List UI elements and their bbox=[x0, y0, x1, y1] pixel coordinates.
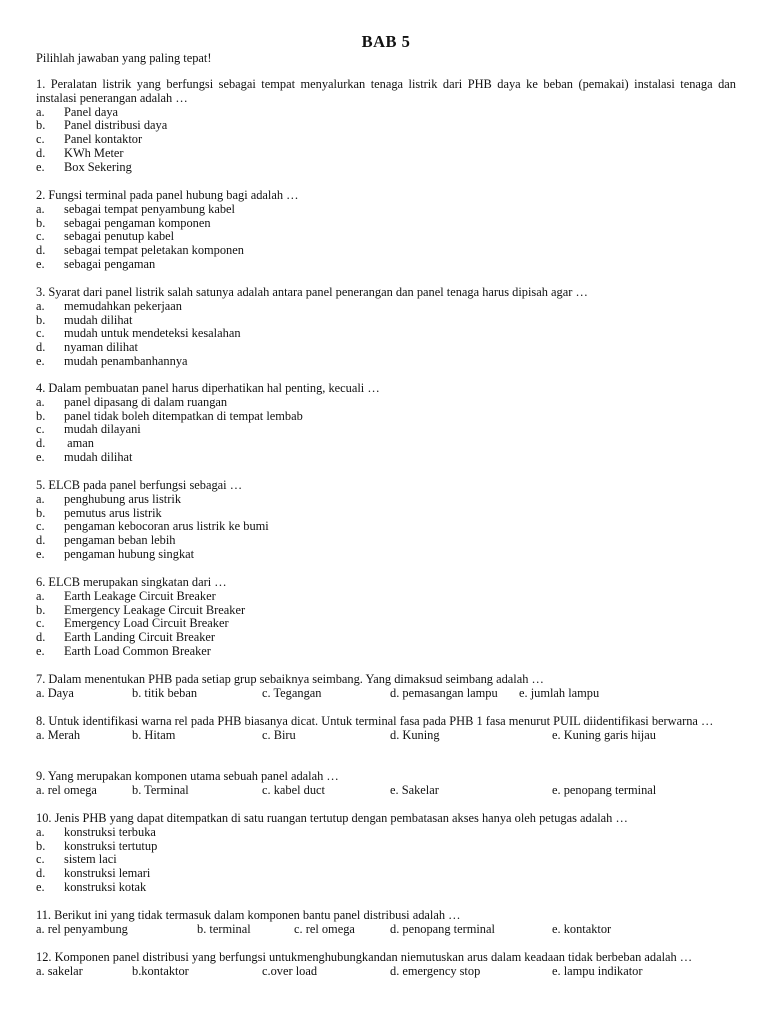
option-text: Box Sekering bbox=[64, 159, 132, 174]
option-letter: e. bbox=[36, 256, 45, 271]
question-stem: 12. Komponen panel distribusi yang berfungsi untukmenghubungkandan niemutuskan arus dalam keadaan tidak berbeban adalah … bbox=[36, 950, 693, 964]
answer-option bbox=[36, 341, 736, 355]
option-text: mudah dilayani bbox=[64, 422, 141, 437]
answer-option bbox=[36, 244, 736, 258]
answer-option bbox=[36, 203, 736, 217]
option-letter: a. bbox=[36, 491, 45, 506]
answer-option: d. emergency stop bbox=[390, 963, 481, 978]
option-letter: a. bbox=[36, 394, 45, 409]
option-text: panel tidak boleh ditempatkan di tempat lembab bbox=[64, 408, 303, 423]
answer-option bbox=[36, 147, 736, 161]
answer-options-row bbox=[36, 687, 736, 701]
answer-option bbox=[36, 590, 736, 604]
question-10 bbox=[36, 812, 736, 895]
option-letter: b. bbox=[36, 312, 46, 327]
question-2 bbox=[36, 189, 736, 272]
option-letter: e. bbox=[36, 546, 45, 561]
option-letter: b. bbox=[36, 215, 46, 230]
answer-option: e. Sakelar bbox=[390, 782, 439, 797]
question-stem: 3. Syarat dari panel listrik salah satunya adalah antara panel penerangan dan panel tenaga harus dipisah agar … bbox=[36, 285, 588, 299]
option-text: Panel kontaktor bbox=[64, 132, 143, 147]
option-text: Earth Leakage Circuit Breaker bbox=[64, 588, 216, 603]
answer-option bbox=[36, 853, 736, 867]
option-text: sebagai pengaman bbox=[64, 256, 156, 271]
question-4 bbox=[36, 382, 736, 465]
option-letter: d. bbox=[36, 533, 46, 548]
answer-option bbox=[36, 451, 736, 465]
answer-option bbox=[36, 631, 736, 645]
answer-option: c. Tegangan bbox=[262, 685, 322, 700]
option-text: nyaman dilihat bbox=[64, 340, 138, 355]
option-letter: e. bbox=[36, 353, 45, 368]
answer-option bbox=[36, 258, 736, 272]
option-letter: c. bbox=[36, 852, 45, 867]
answer-option: e. jumlah lampu bbox=[519, 685, 600, 700]
option-letter: b. bbox=[36, 118, 46, 133]
question-8 bbox=[36, 715, 736, 743]
answer-option bbox=[36, 423, 736, 437]
answer-option bbox=[36, 437, 736, 451]
option-letter: b. bbox=[36, 602, 46, 617]
option-text: Panel distribusi daya bbox=[64, 118, 168, 133]
answer-option bbox=[36, 327, 736, 341]
option-text: aman bbox=[64, 436, 94, 451]
option-text: Earth Landing Circuit Breaker bbox=[64, 630, 216, 645]
answer-option: a. Merah bbox=[36, 727, 81, 742]
option-letter: d. bbox=[36, 243, 46, 258]
answer-option bbox=[36, 507, 736, 521]
option-letter: a. bbox=[36, 298, 45, 313]
option-letter: c. bbox=[36, 616, 45, 631]
question-stem: 11. Berikut ini yang tidak termasuk dalam komponen bantu panel distribusi adalah … bbox=[36, 908, 461, 922]
question-stem: 8. Untuk identifikasi warna rel pada PHB biasanya dicat. Untuk terminal fasa pada PHB 1 fasa menurut PUIL diidentifikasi berwarna … bbox=[36, 714, 714, 728]
answer-option bbox=[36, 645, 736, 659]
answer-options-row bbox=[36, 923, 736, 937]
answer-option: d. penopang terminal bbox=[390, 921, 495, 936]
option-text: pengaman beban lebih bbox=[64, 533, 176, 548]
option-letter: c. bbox=[36, 132, 45, 147]
answer-option bbox=[36, 161, 736, 175]
option-text: sebagai penutup kabel bbox=[64, 229, 175, 244]
answer-option: a. Daya bbox=[36, 685, 74, 700]
option-letter: a. bbox=[36, 588, 45, 603]
answer-option bbox=[36, 230, 736, 244]
answer-option bbox=[36, 826, 736, 840]
answer-option bbox=[36, 493, 736, 507]
option-text: mudah penambanhannya bbox=[64, 353, 188, 368]
answer-option bbox=[36, 604, 736, 618]
answer-option bbox=[36, 355, 736, 369]
answer-option: d. Kuning bbox=[390, 727, 440, 742]
answer-option: c. rel omega bbox=[294, 921, 355, 936]
question-stem: 7. Dalam menentukan PHB pada setiap grup sebaiknya seimbang. Yang dimaksud seimbang adalah … bbox=[36, 672, 544, 686]
answer-option: b.kontaktor bbox=[132, 963, 189, 978]
answer-option: e. lampu indikator bbox=[552, 963, 643, 978]
answer-option: c.over load bbox=[262, 963, 318, 978]
answer-option bbox=[36, 217, 736, 231]
option-letter: a. bbox=[36, 201, 45, 216]
option-letter: d. bbox=[36, 630, 46, 645]
option-letter: c. bbox=[36, 326, 45, 341]
answer-option: b. Hitam bbox=[132, 727, 176, 742]
question-stem: 5. ELCB pada panel berfungsi sebagai … bbox=[36, 478, 243, 492]
option-letter: e. bbox=[36, 159, 45, 174]
answer-option bbox=[36, 867, 736, 881]
option-text: pengaman hubung singkat bbox=[64, 546, 195, 561]
answer-option bbox=[36, 119, 736, 133]
answer-option: b. Terminal bbox=[132, 782, 189, 797]
option-text: memudahkan pekerjaan bbox=[64, 298, 183, 313]
option-text: penghubung arus listrik bbox=[64, 491, 182, 506]
option-text: sistem laci bbox=[64, 852, 117, 867]
answer-options-row bbox=[36, 965, 736, 979]
question-stem: 4. Dalam pembuatan panel harus diperhatikan hal penting, kecuali … bbox=[36, 381, 380, 395]
answer-option bbox=[36, 106, 736, 120]
option-text: sebagai pengaman komponen bbox=[64, 215, 211, 230]
question-6 bbox=[36, 576, 736, 659]
option-text: mudah dilihat bbox=[64, 449, 133, 464]
question-11 bbox=[36, 909, 736, 937]
answer-option bbox=[36, 396, 736, 410]
option-letter: d. bbox=[36, 145, 46, 160]
instruction-text: Pilihlah jawaban yang paling tepat! bbox=[36, 51, 212, 65]
answer-option bbox=[36, 617, 736, 631]
answer-option bbox=[36, 534, 736, 548]
answer-option: e. kontaktor bbox=[552, 921, 612, 936]
answer-option bbox=[36, 133, 736, 147]
answer-option: a. sakelar bbox=[36, 963, 83, 978]
option-text: Earth Load Common Breaker bbox=[64, 643, 211, 658]
answer-option: c. kabel duct bbox=[262, 782, 325, 797]
option-letter: b. bbox=[36, 408, 46, 423]
question-3 bbox=[36, 286, 736, 369]
question-9 bbox=[36, 770, 736, 798]
answer-option: b. titik beban bbox=[132, 685, 198, 700]
answer-option bbox=[36, 548, 736, 562]
option-text: konstruksi kotak bbox=[64, 879, 147, 894]
option-text: KWh Meter bbox=[64, 145, 124, 160]
option-letter: b. bbox=[36, 505, 46, 520]
option-text: konstruksi terbuka bbox=[64, 824, 156, 839]
option-text: panel dipasang di dalam ruangan bbox=[64, 394, 228, 409]
option-text: konstruksi lemari bbox=[64, 866, 151, 881]
option-text: Panel daya bbox=[64, 104, 119, 119]
answer-options-row bbox=[36, 784, 736, 798]
question-stem: 6. ELCB merupakan singkatan dari … bbox=[36, 575, 227, 589]
answer-option: a. rel penyambung bbox=[36, 921, 128, 936]
answer-option: d. pemasangan lampu bbox=[390, 685, 498, 700]
answer-option: b. terminal bbox=[197, 921, 251, 936]
option-text: pemutus arus listrik bbox=[64, 505, 162, 520]
answer-option: a. rel omega bbox=[36, 782, 97, 797]
option-letter: c. bbox=[36, 519, 45, 534]
answer-option bbox=[36, 300, 736, 314]
answer-option bbox=[36, 881, 736, 895]
option-letter: c. bbox=[36, 422, 45, 437]
option-letter: e. bbox=[36, 643, 45, 658]
option-text: Emergency Leakage Circuit Breaker bbox=[64, 602, 246, 617]
option-letter: e. bbox=[36, 449, 45, 464]
option-text: konstruksi tertutup bbox=[64, 838, 158, 853]
answer-option: c. Biru bbox=[262, 727, 296, 742]
option-letter: a. bbox=[36, 824, 45, 839]
question-stem: 10. Jenis PHB yang dapat ditempatkan di satu ruangan tertutup dengan pembatasan akses hanya oleh petugas adalah … bbox=[36, 811, 628, 825]
answer-option: e. penopang terminal bbox=[552, 782, 657, 797]
option-text: pengaman kebocoran arus listrik ke bumi bbox=[64, 519, 269, 534]
option-letter: d. bbox=[36, 866, 46, 881]
option-letter: d. bbox=[36, 340, 46, 355]
question-1 bbox=[36, 78, 736, 175]
option-letter: d. bbox=[36, 436, 46, 451]
question-stem: 2. Fungsi terminal pada panel hubung bagi adalah … bbox=[36, 188, 299, 202]
option-text: Emergency Load Circuit Breaker bbox=[64, 616, 229, 631]
question-stem: 9. Yang merupakan komponen utama sebuah panel adalah … bbox=[36, 769, 339, 783]
answer-option bbox=[36, 840, 736, 854]
option-letter: c. bbox=[36, 229, 45, 244]
question-5 bbox=[36, 479, 736, 562]
answer-option bbox=[36, 410, 736, 424]
answer-option bbox=[36, 520, 736, 534]
question-7 bbox=[36, 673, 736, 701]
question-12 bbox=[36, 951, 736, 979]
option-letter: e. bbox=[36, 879, 45, 894]
option-text: sebagai tempat penyambung kabel bbox=[64, 201, 236, 216]
option-text: mudah dilihat bbox=[64, 312, 133, 327]
option-text: mudah untuk mendeteksi kesalahan bbox=[64, 326, 241, 341]
answer-options-row bbox=[36, 729, 736, 743]
answer-option: e. Kuning garis hijau bbox=[552, 727, 656, 742]
option-text: sebagai tempat peletakan komponen bbox=[64, 243, 244, 258]
option-letter: b. bbox=[36, 838, 46, 853]
answer-option bbox=[36, 314, 736, 328]
option-letter: a. bbox=[36, 104, 45, 119]
question-stem: 1. Peralatan listrik yang berfungsi sebagai tempat menyalurkan tenaga listrik dari PHB daya ke beban (pemakai) instalasi tenaga dan instalasi penerangan adalah … bbox=[36, 77, 736, 105]
chapter-title: BAB 5 bbox=[361, 32, 411, 51]
